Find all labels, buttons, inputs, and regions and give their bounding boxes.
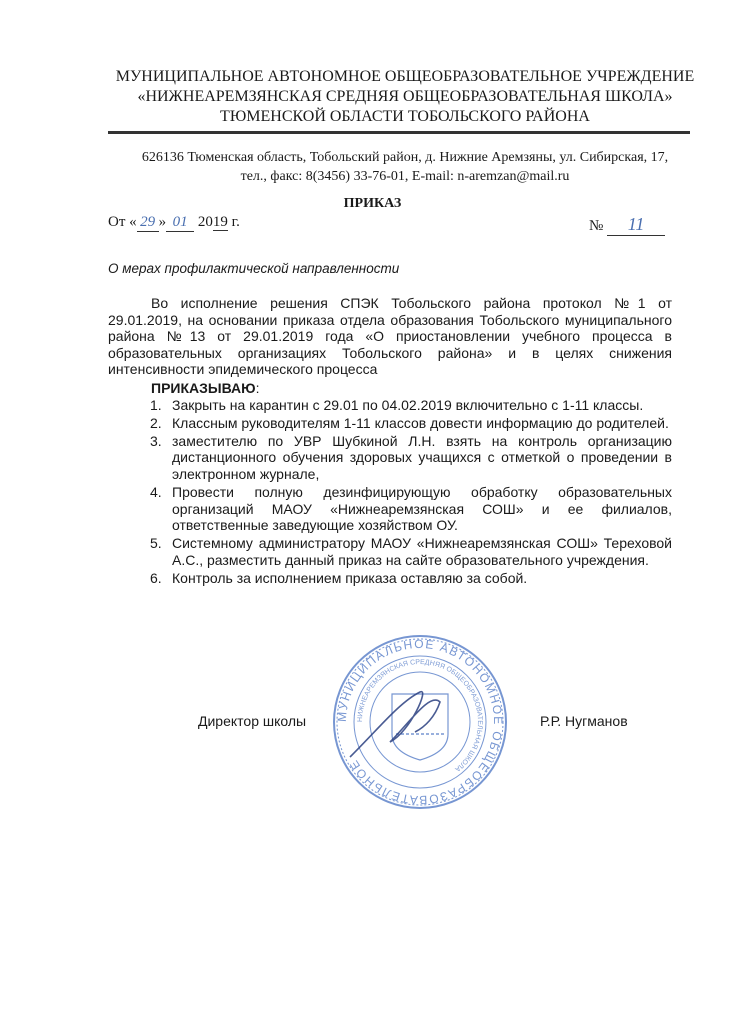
document-title: ПРИКАЗ [343,196,402,211]
preamble: Во исполнение решения СПЭК Тобольского района протокол №1 от 29.01.2019, на основании приказа отдела образования Тобольского муниципального района №13 от 29.01.2019 года «О приостановлении учебного процесса в образовательных организациях Тобольского района» и в целях снижения интенсивности эпидемического процесса [108,295,672,378]
order-colon: : [255,379,260,396]
date-prefix: От « [108,214,137,230]
order-items [108,397,672,587]
date-mid: » [158,214,167,230]
list-item [108,397,672,414]
list-item [108,484,672,534]
number-label: № [589,218,608,234]
date-year-prefix: 20 [194,214,213,230]
list-item [108,433,672,483]
address-line-1: 626136 Тюменская область, Тобольский район, д. Нижние Аремзяны, ул. Сибирская, 17, [141,150,669,165]
item-text: Системному администратору МАОУ «Нижнеаремзянская СОШ» Тереховой А.С., разместить данный приказ на сайте образовательного учреждения. [172,535,672,568]
item-number: 4. [150,484,162,501]
order-word: ПРИКАЗЫВАЮ [151,379,256,396]
order-heading [151,380,672,397]
item-text: Закрыть на карантин с 29.01 по 04.02.2019 включительно с 1-11 классы. [172,396,644,413]
signature-role: Директор школы [198,713,307,729]
letterhead [100,67,710,127]
letterhead-line-1: МУНИЦИПАЛЬНОЕ АВТОНОМНОЕ ОБЩЕОБРАЗОВАТЕЛЬНОЕ УЧРЕЖДЕНИЕ [115,68,695,85]
date-month: 01 [166,214,194,232]
letterhead-line-3: ТЮМЕНСКОЙ ОБЛАСТИ ТОБОЛЬСКОГО РАЙОНА [220,108,590,125]
signature-name: Р.Р. Нугманов [540,713,628,729]
official-stamp [330,632,510,812]
item-number: 1. [150,396,162,413]
number-value: 11 [607,214,665,236]
order-body [108,295,672,588]
order-date [108,214,240,232]
item-number: 2. [150,414,162,431]
address-block [100,148,710,186]
address-line-2: тел., факс: 8(3456) 33-76-01, E-mail: n-aremzan@mail.ru [240,169,570,184]
item-number: 6. [150,570,162,586]
letterhead-line-2: «НИЖНЕАРЕМЗЯНСКАЯ СРЕДНЯЯ ОБЩЕОБРАЗОВАТЕЛЬНАЯ ШКОЛА» [137,88,673,105]
list-item [108,570,672,587]
list-item [108,535,672,568]
stamp-outer-text: МУНИЦИПАЛЬНОЕ АВТОНОМНОЕ ОБЩЕОБРАЗОВАТЕЛЬНОЕ [334,636,506,808]
date-suffix: г. [227,214,240,230]
item-text: заместителю по УВР Шубкиной Л.Н. взять на контроль организацию дистанционного обучения здоровых учащихся с отметкой о проведении в электронном журнале, [172,432,672,482]
stamp-inner-text: НИЖНЕАРЕМЗЯНСКАЯ СРЕДНЯЯ ОБЩЕОБРАЗОВАТЕЛЬНАЯ ШКОЛА [356,658,484,773]
item-text: Провести полную дезинфицирующую обработку образовательных организаций МАОУ «Нижнеаремзянская СОШ» и ее филиалов, ответственные заведующие хозяйством ОУ. [172,484,672,534]
item-number: 5. [150,535,162,552]
list-item [108,415,672,432]
item-text: Контроль за исполнением приказа оставляю за собой. [172,570,528,586]
order-subject: О мерах профилактической направленности [108,261,400,276]
header-divider [108,131,690,134]
order-number [589,214,665,236]
date-day: 29 [137,214,159,232]
item-number: 3. [150,432,162,449]
date-year: 19 [212,214,228,230]
item-text: Классным руководителям 1-11 классов довести информацию до родителей. [172,414,669,431]
